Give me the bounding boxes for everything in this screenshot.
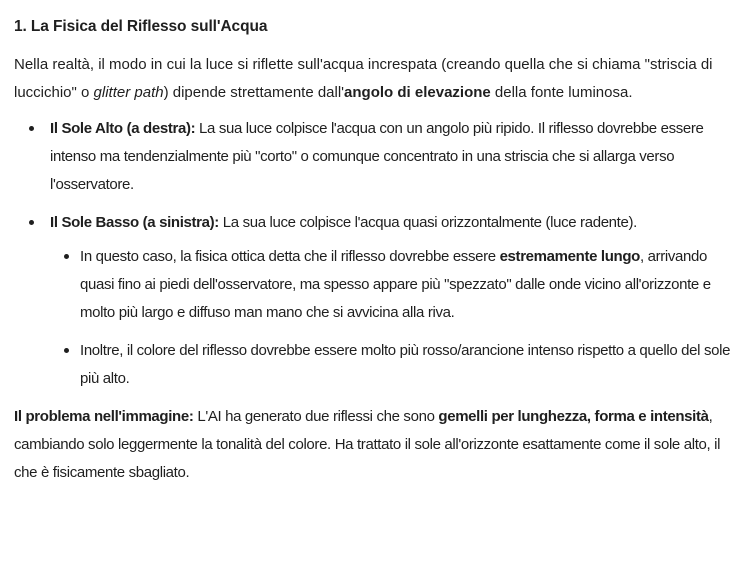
sub-list-text: In questo caso, la fisica ottica detta che il riflesso dovrebbe essere — [80, 248, 500, 265]
sub-list-item — [50, 337, 739, 393]
intro-text: della fonte luminosa. — [490, 84, 633, 101]
sub-bullet-list — [50, 243, 739, 393]
sub-list-bold-term: estremamente lungo — [499, 248, 640, 265]
list-item-text: La sua luce colpisce l'acqua quasi orizzontalmente (luce radente). — [218, 214, 637, 231]
intro-text: ) dipende strettamente dall' — [163, 84, 345, 101]
summary-label: Il problema nell'immagine: — [14, 408, 194, 425]
intro-text: Nella realtà, il modo in cui la luce si riflette sull'acqua increspata (creando quella che si chiama "striscia di luccichio" o — [14, 56, 713, 101]
list-item-text: La sua luce colpisce l'acqua con un angolo più ripido. Il riflesso dovrebbe essere intenso ma tendenzialmente più "corto" o comunque concentrato in una striscia che si allarga verso l'osservatore. — [50, 120, 704, 193]
bullet-dot-icon — [64, 348, 69, 353]
bullet-dot-icon — [29, 220, 34, 225]
summary-text: L'AI ha generato due riflessi che sono — [193, 408, 439, 425]
list-item-label: Il Sole Alto (a destra): — [50, 120, 196, 137]
summary-paragraph — [14, 403, 739, 487]
sub-list-text: Inoltre, il colore del riflesso dovrebbe essere molto più rosso/arancione intenso rispetto a quello del sole più alto. — [80, 342, 731, 387]
bullet-dot-icon — [29, 126, 34, 131]
summary-bold-term: gemelli per lunghezza, forma e intensità — [438, 408, 709, 425]
list-item-label: Il Sole Basso (a sinistra): — [50, 214, 219, 231]
list-item-high-sun — [14, 115, 739, 199]
section-title: 1. La Fisica del Riflesso sull'Acqua — [14, 18, 268, 35]
intro-bold-term: angolo di elevazione — [344, 84, 491, 101]
intro-italic-term: glitter path — [93, 84, 164, 101]
bullet-dot-icon — [64, 254, 69, 259]
sub-list-item — [50, 243, 739, 327]
sub-list-text: , arrivando quasi fino ai piedi dell'osservatore, ma spesso appare più "spezzato" dalle onde vicino all'orizzonte e molto più largo e diffuso man mano che si avvicina alla riva. — [80, 248, 711, 321]
list-item-low-sun — [14, 209, 739, 393]
summary-text: , cambiando solo leggermente la tonalità del colore. Ha trattato il sole all'orizzonte esattamente come il sole alto, il che è fisicamente sbagliato. — [14, 408, 721, 481]
bullet-list — [14, 115, 739, 393]
intro-paragraph — [14, 51, 739, 107]
